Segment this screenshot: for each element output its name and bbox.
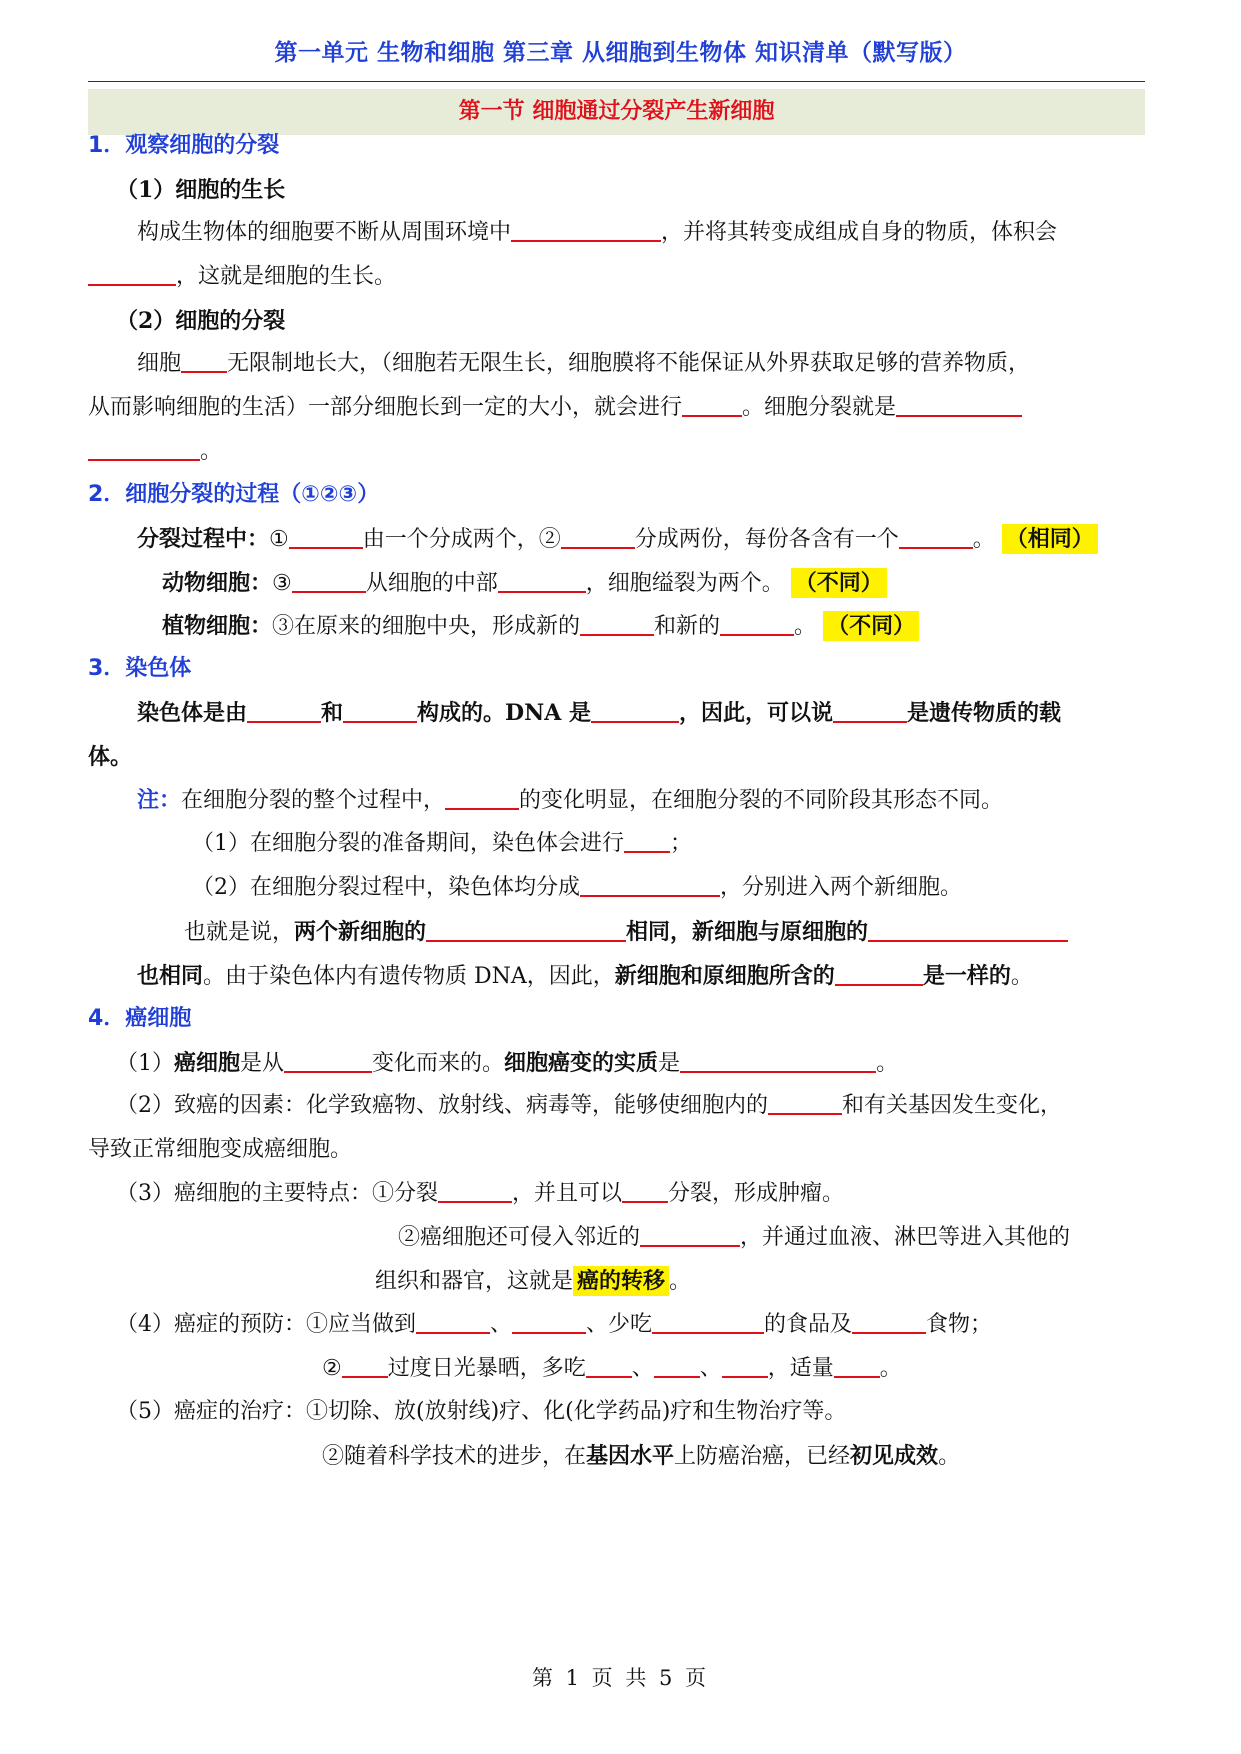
paragraph-growth: 构成生物体的细胞要不断从周围环境中 ，并将其转变成组成自身的物质，体积会 bbox=[137, 220, 1058, 245]
tag-different: （不同） bbox=[823, 611, 919, 641]
document-title: 第一单元 生物和细胞 第三章 从细胞到生物体 知识清单（默写版） bbox=[274, 40, 967, 66]
fill-blank[interactable] bbox=[247, 699, 321, 723]
fill-blank[interactable] bbox=[580, 612, 654, 636]
fill-blank[interactable] bbox=[88, 262, 176, 286]
fill-blank[interactable] bbox=[580, 873, 720, 897]
fill-blank[interactable] bbox=[852, 1310, 926, 1334]
fill-blank[interactable] bbox=[682, 393, 742, 417]
fill-blank[interactable] bbox=[445, 786, 519, 810]
fill-blank[interactable] bbox=[416, 1310, 490, 1334]
fill-blank[interactable] bbox=[586, 1354, 632, 1378]
note-item-1: （1）在细胞分裂的准备期间，染色体会进行 ； bbox=[192, 831, 693, 856]
cancer-item-2-cont: 导致正常细胞变成癌细胞。 bbox=[88, 1137, 353, 1162]
fill-blank[interactable] bbox=[624, 829, 670, 853]
fill-blank[interactable] bbox=[722, 1354, 768, 1378]
title-divider bbox=[88, 81, 1145, 82]
cancer-item-4: （4）癌症的预防：①应当做到 、 、少吃 的食品及 食物； bbox=[116, 1312, 993, 1337]
fill-blank[interactable] bbox=[511, 218, 661, 242]
heading-cancer-cell: 4．癌细胞 bbox=[88, 1006, 192, 1031]
paragraph-division-cont: 从而影响细胞的生活）一部分细胞长到一定的大小，就会进行 。细胞分裂就是 bbox=[88, 392, 1148, 424]
paragraph-division-end: 。 bbox=[88, 436, 1148, 468]
chromosome-definition-cont: 体。 bbox=[88, 744, 133, 770]
subheading-cell-division: （2）细胞的分裂 bbox=[116, 308, 286, 334]
cancer-item-1: （1）癌细胞是从 变化而来的。细胞癌变的实质是 。 bbox=[116, 1050, 899, 1076]
page-number: 第 1 页 共 5 页 bbox=[531, 1666, 710, 1690]
fill-blank[interactable] bbox=[835, 962, 923, 986]
fill-blank[interactable] bbox=[591, 699, 679, 723]
tag-same: （相同） bbox=[1002, 524, 1098, 554]
subheading-cell-growth: （1）细胞的生长 bbox=[116, 177, 286, 203]
fill-blank[interactable] bbox=[512, 1310, 586, 1334]
process-row-plant: 植物细胞：③在原来的细胞中央，形成新的 和新的 。 （不同） bbox=[162, 610, 1222, 643]
fill-blank[interactable] bbox=[292, 569, 366, 593]
cancer-item-2: （2）致癌的因素：化学致癌物、放射线、病毒等，能够使细胞内的 和有关基因发生变化， bbox=[116, 1093, 1063, 1118]
conclusion-line-cont: 也相同。由于染色体内有遗传物质 DNA，因此，新细胞和原细胞所含的 是一样的。 bbox=[137, 963, 1033, 989]
fill-blank[interactable] bbox=[181, 349, 227, 373]
fill-blank[interactable] bbox=[289, 525, 363, 549]
fill-blank[interactable] bbox=[640, 1223, 740, 1247]
chromosome-definition: 染色体是由 和 构成的。DNA 是 ，因此，可以说 是遗传物质的载 bbox=[137, 700, 1061, 726]
heading-observe-division: 1．观察细胞的分裂 bbox=[88, 133, 280, 158]
fill-blank[interactable] bbox=[899, 525, 973, 549]
fill-blank[interactable] bbox=[896, 393, 1022, 417]
fill-blank[interactable] bbox=[498, 569, 586, 593]
paragraph-growth-cont: ，这就是细胞的生长。 bbox=[88, 261, 1148, 293]
fill-blank[interactable] bbox=[88, 437, 200, 461]
cancer-item-4-point-2: ② 过度日光暴晒，多吃 、 、 ，适量 。 bbox=[322, 1356, 902, 1381]
fill-blank[interactable] bbox=[622, 1179, 668, 1203]
cancer-item-3: （3）癌细胞的主要特点：①分裂 ，并且可以 分裂，形成肿瘤。 bbox=[116, 1181, 845, 1206]
fill-blank[interactable] bbox=[342, 1354, 388, 1378]
fill-blank[interactable] bbox=[720, 612, 794, 636]
cancer-item-5-point-2: ②随着科学技术的进步，在基因水平上防癌治癌，已经初见成效。 bbox=[322, 1443, 961, 1469]
fill-blank[interactable] bbox=[426, 918, 626, 942]
fill-blank[interactable] bbox=[284, 1049, 372, 1073]
fill-blank[interactable] bbox=[652, 1310, 764, 1334]
note-item-2: （2）在细胞分裂过程中，染色体均分成 ，分别进入两个新细胞。 bbox=[192, 875, 963, 900]
heading-chromosome: 3．染色体 bbox=[88, 656, 192, 681]
tag-different: （不同） bbox=[791, 568, 887, 598]
cancer-item-3-point-2-cont: 组织和器官，这就是 癌的转移 。 bbox=[375, 1268, 692, 1294]
section-banner: 第一节 细胞通过分裂产生新细胞 bbox=[88, 89, 1145, 135]
process-row-general: 分裂过程中：① 由一个分成两个，② 分成两份，每份各含有一个 。 （相同） bbox=[137, 523, 1197, 556]
fill-blank[interactable] bbox=[833, 699, 907, 723]
fill-blank[interactable] bbox=[438, 1179, 512, 1203]
fill-blank[interactable] bbox=[868, 918, 1068, 942]
process-row-animal: 动物细胞：③ 从细胞的中部 ，细胞缢裂为两个。 （不同） bbox=[162, 567, 1222, 600]
fill-blank[interactable] bbox=[834, 1354, 880, 1378]
fill-blank[interactable] bbox=[343, 699, 417, 723]
fill-blank[interactable] bbox=[561, 525, 635, 549]
note-line: 注：在细胞分裂的整个过程中， 的变化明显，在细胞分裂的不同阶段其形态不同。 bbox=[137, 788, 1004, 813]
fill-blank[interactable] bbox=[680, 1049, 876, 1073]
cancer-item-5: （5）癌症的治疗：①切除、放(放射线)疗、化(化学药品)疗和生物治疗等。 bbox=[116, 1399, 847, 1424]
fill-blank[interactable] bbox=[654, 1354, 700, 1378]
heading-division-process: 2．细胞分裂的过程（①②③） bbox=[88, 482, 380, 507]
fill-blank[interactable] bbox=[768, 1091, 842, 1115]
conclusion-line: 也就是说，两个新细胞的 相同，新细胞与原细胞的 bbox=[184, 916, 1241, 949]
paragraph-division: 细胞 无限制地长大，（细胞若无限生长，细胞膜将不能保证从外界获取足够的营养物质， bbox=[137, 351, 1031, 376]
cancer-item-3-point-2: ②癌细胞还可侵入邻近的 ，并通过血液、淋巴等进入其他的 bbox=[398, 1225, 1071, 1250]
